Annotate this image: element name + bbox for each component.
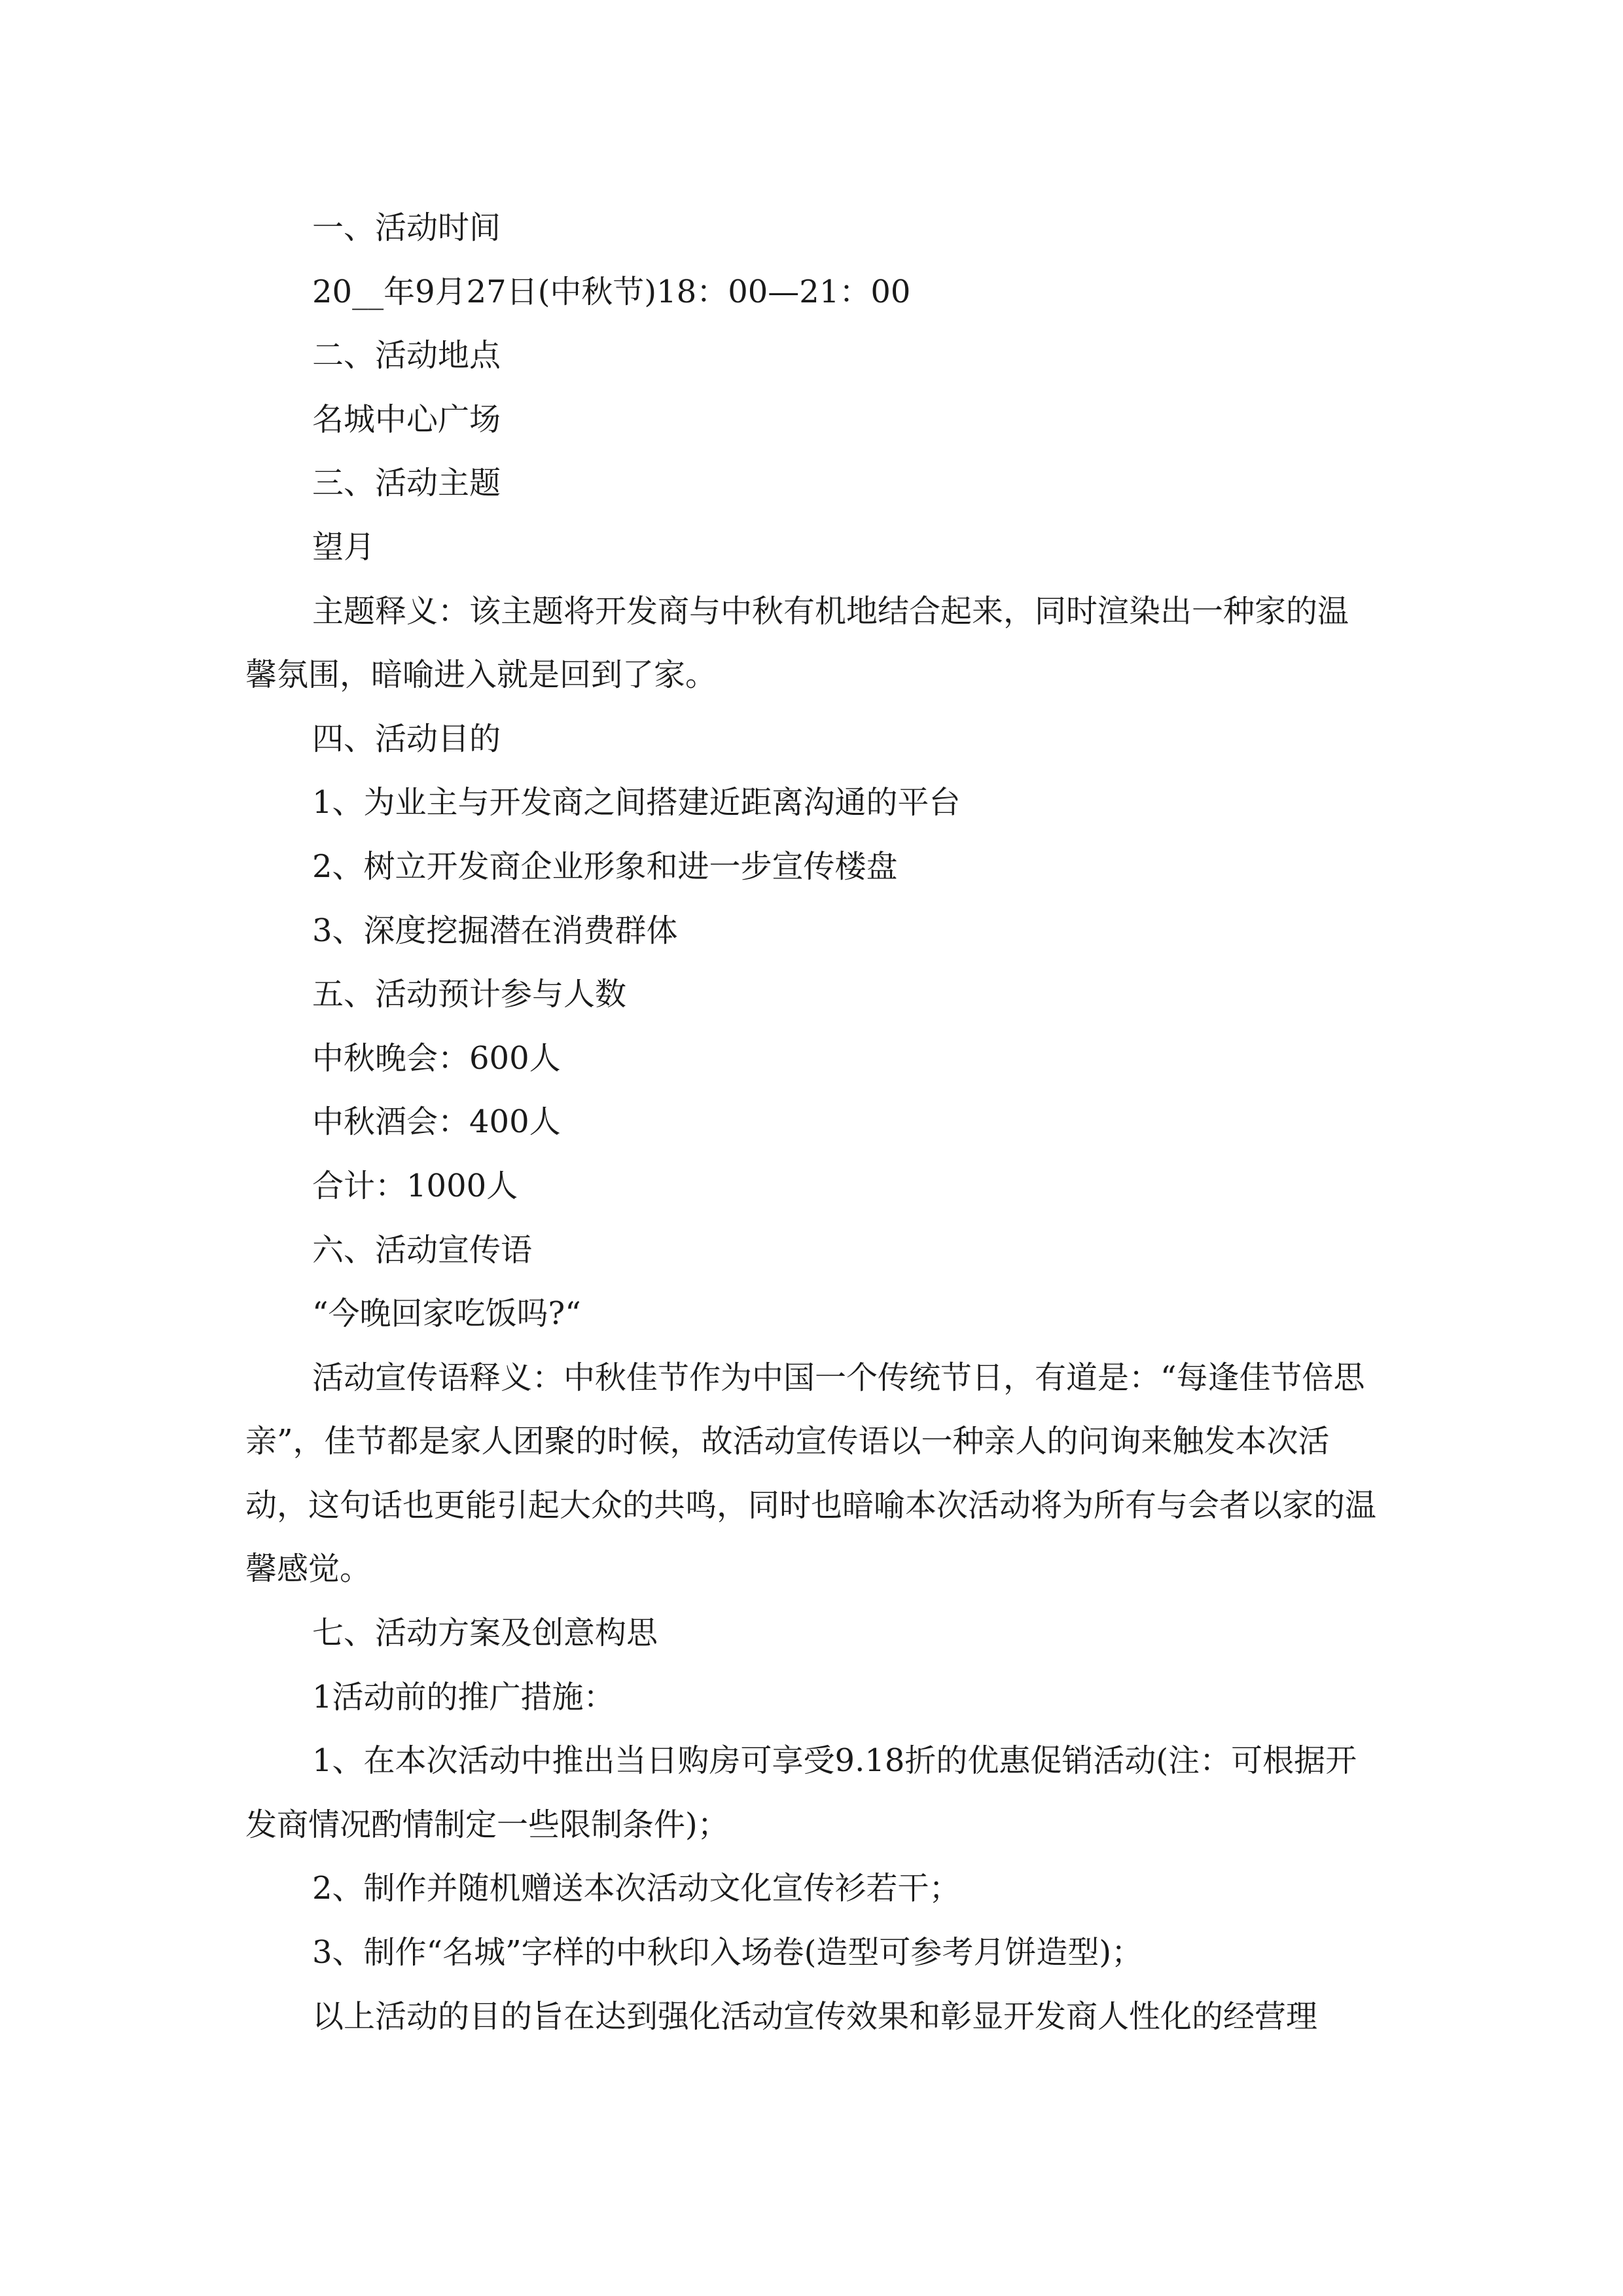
section-heading-purpose: 四、活动目的 [312,720,501,757]
section-heading-time: 一、活动时间 [312,209,501,246]
section-heading-attendance: 五、活动预计参与人数 [312,976,627,1013]
document-body [245,196,1378,2049]
paragraph: 名城中心广场 [312,401,501,438]
section-heading-location: 二、活动地点 [312,337,501,374]
paragraph: “今晚回家吃饭吗?“ [312,1295,581,1333]
list-item: 1、为业主与开发商之间搭建近距离沟通的平台 [312,784,961,821]
list-item: 2、树立开发商企业形象和进一步宣传楼盘 [312,848,898,885]
list-item: 3、制作“名城”字样的中秋印入场卷(造型可参考月饼造型)； [312,1934,1143,1971]
paragraph: 以上活动的目的旨在达到强化活动宣传效果和彰显开发商人性化的经营理 [312,1998,1318,2035]
paragraph: 活动宣传语释义：中秋佳节作为中国一个传统节日，有道是：“每逢佳节倍思亲”，佳节都是家人团聚的时候，故活动宣传语以一种亲人的问询来触发本次活动，这句话也更能引起大众的共鸣，同时也暗喻本次活动将为所有与会者以家的温馨感觉。 [245,1359,1377,1588]
paragraph: 1活动前的推广措施： [312,1678,615,1715]
paragraph: 合计：1000人 [312,1167,518,1204]
list-item: 3、深度挖掘潜在消费群体 [312,912,678,949]
section-heading-slogan: 六、活动宣传语 [312,1231,533,1268]
paragraph: 中秋酒会：400人 [312,1103,561,1141]
list-item: 1、在本次活动中推出当日购房可享受9.18折的优惠促销活动(注：可根据开发商情况酌情制定一些限制条件)； [245,1742,1357,1843]
section-heading-theme: 三、活动主题 [312,465,501,502]
list-item: 2、制作并随机赠送本次活动文化宣传衫若干； [312,1870,961,1907]
paragraph: 主题释义：该主题将开发商与中秋有机地结合起来，同时渲染出一种家的温馨氛围，暗喻进入就是回到了家。 [245,592,1349,694]
paragraph: 中秋晚会：600人 [312,1039,561,1077]
paragraph: 20__年9月27日(中秋节)18：00—21：00 [312,273,911,310]
paragraph: 望月 [312,528,376,565]
section-heading-plan: 七、活动方案及创意构思 [312,1615,658,1652]
